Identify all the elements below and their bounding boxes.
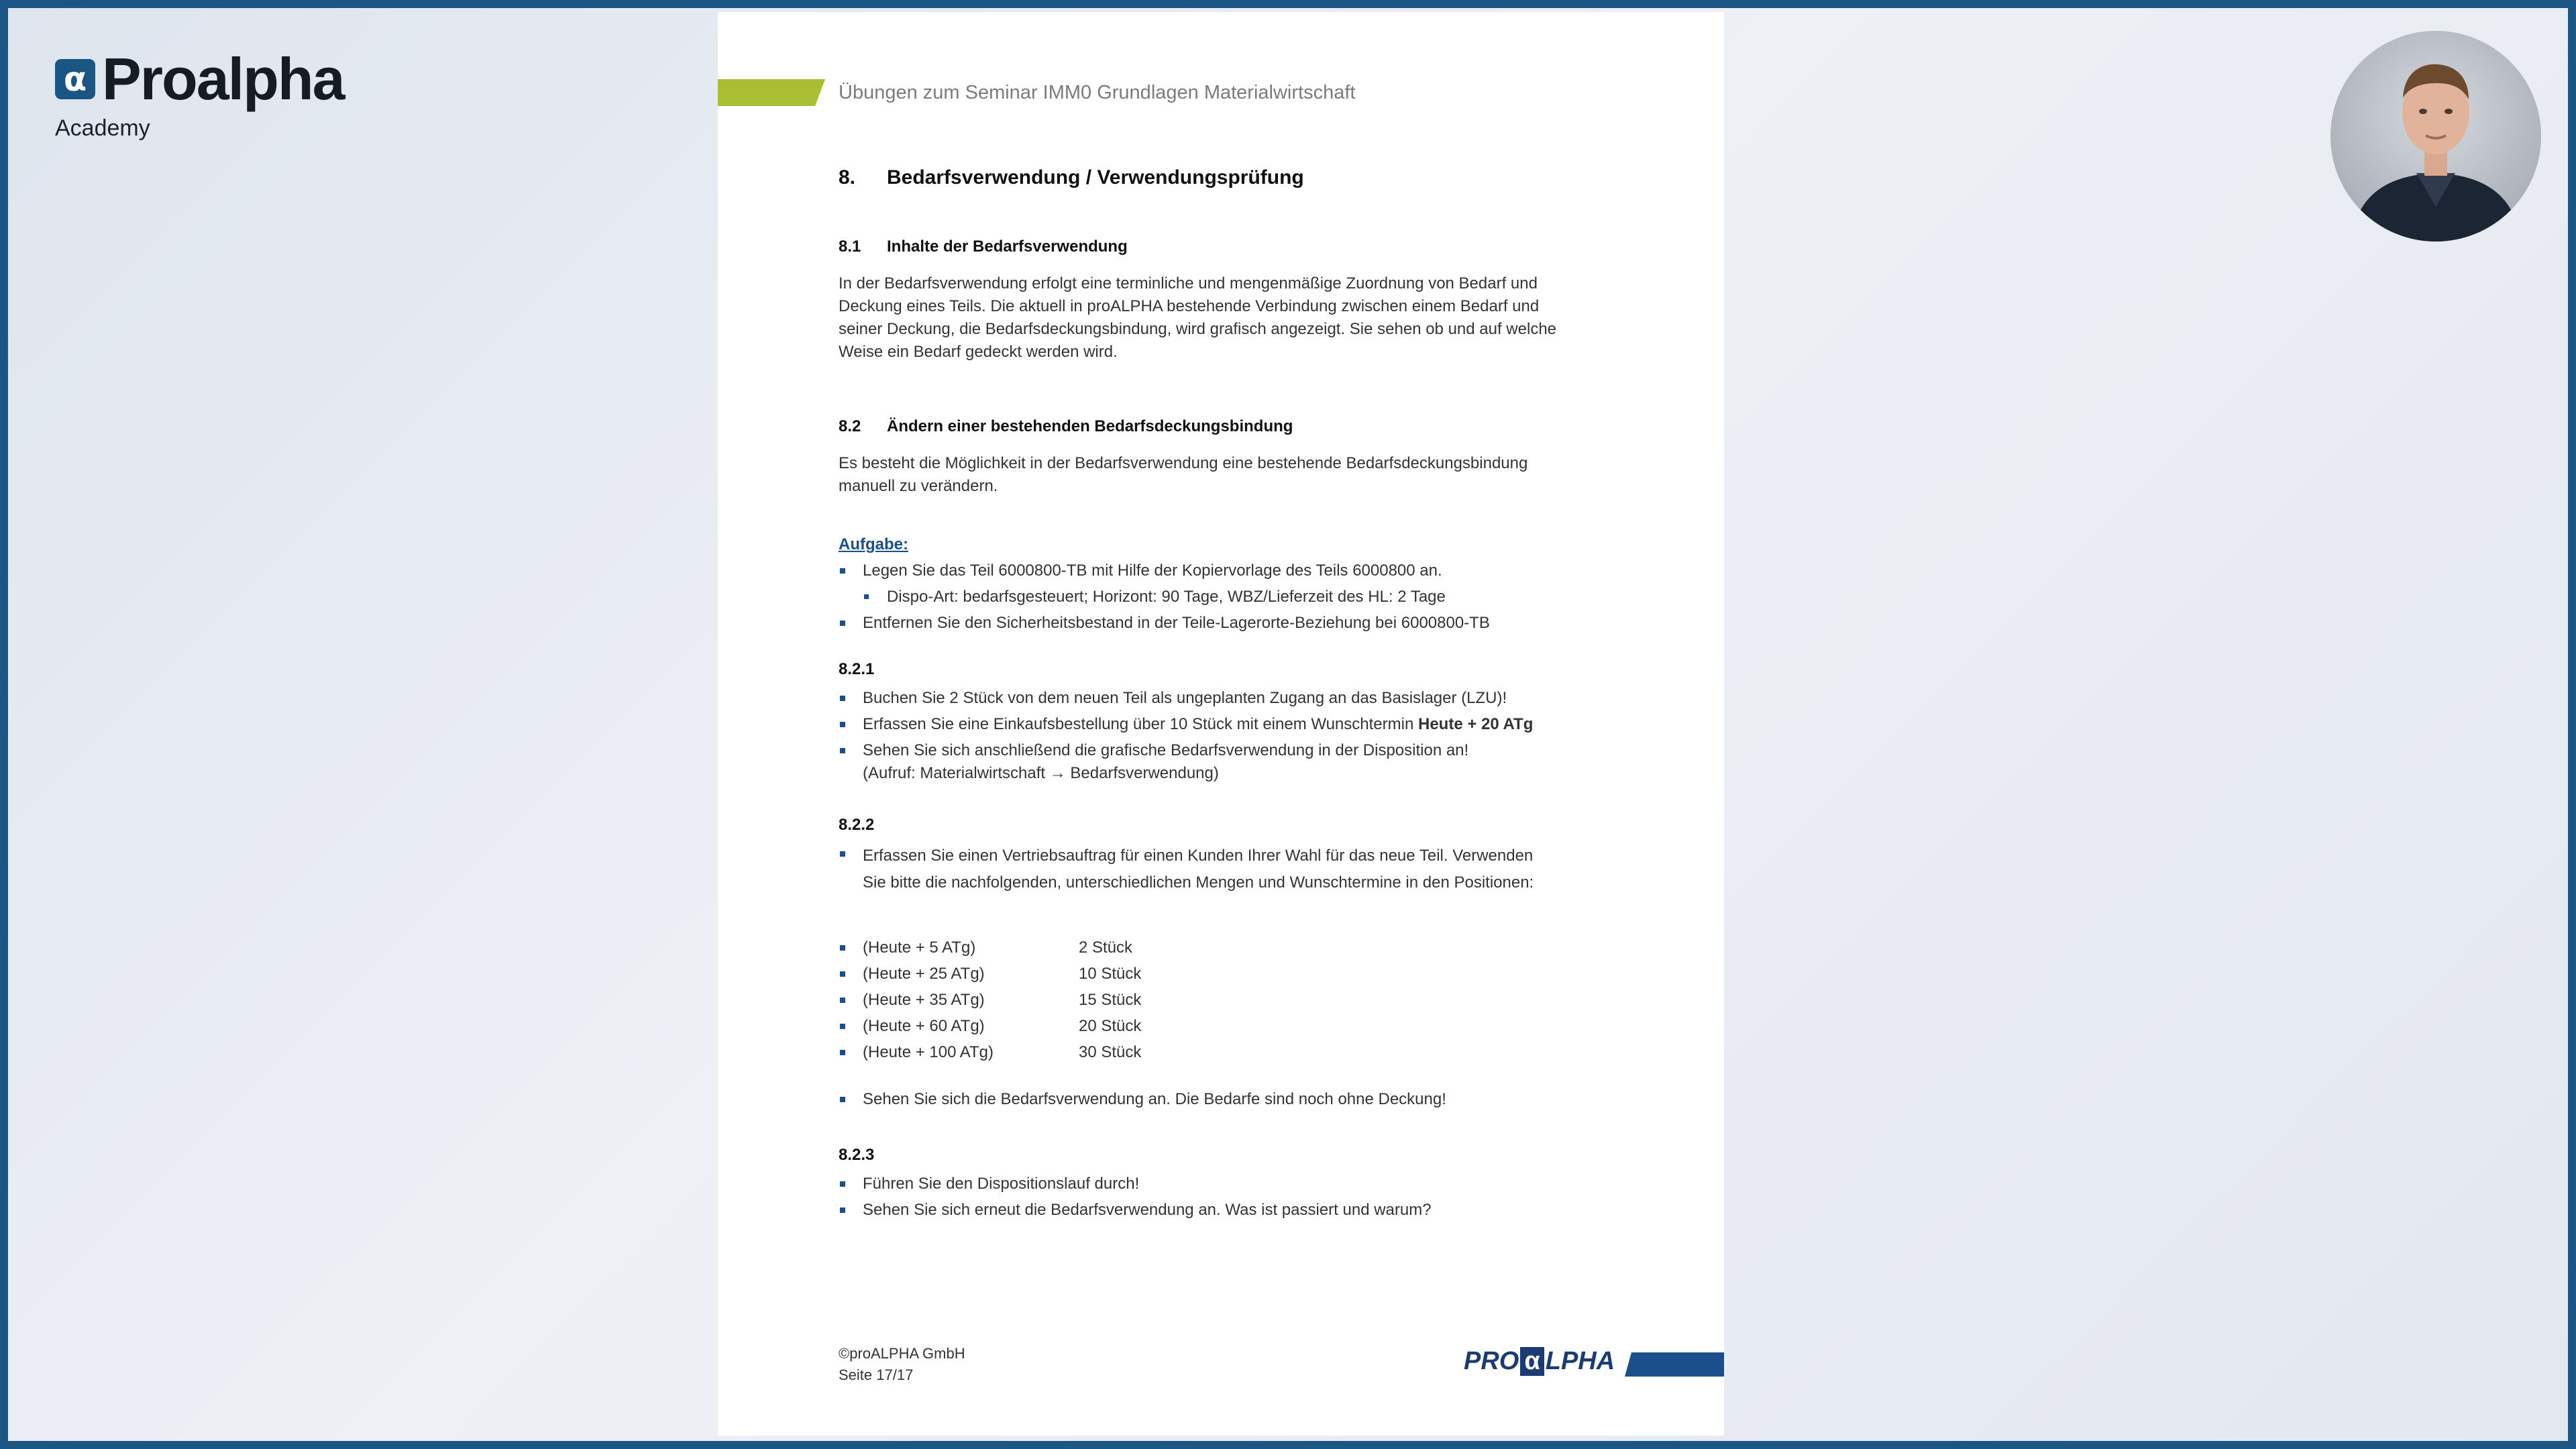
list-item: Sehen Sie sich erneut die Bedarfsverwendung an. Was ist passiert und warum?: [839, 1199, 1617, 1222]
position-qty: 2 Stück: [1079, 938, 1133, 957]
list-item-text: Erfassen Sie eine Einkaufsbestellung über 10 Stück mit einem Wunschtermin: [863, 715, 1418, 733]
paragraph-8-2: [839, 452, 1617, 498]
text-line: Deckung eines Teils. Die aktuell in proALPHA bestehende Verbindung zwischen einem Bedarf und: [839, 297, 1540, 315]
task-8-2-3: [839, 1146, 1617, 1222]
list-item-emphasis: Heute + 20 ATg: [1417, 715, 1534, 733]
list-item: [839, 713, 1617, 736]
text-line: Es besteht die Möglichkeit in der Bedarfsverwendung eine bestehende Bedarfsdeckungsbindung: [839, 454, 1528, 472]
document-header-title: Übungen zum Seminar IMM0 Grundlagen Materialwirtschaft: [839, 82, 1356, 103]
section-number: 8.: [839, 166, 856, 189]
position-date: (Heute + 35 ATg): [863, 991, 985, 1009]
brand-subtitle: Academy: [55, 115, 150, 141]
footer-accent-bar: [1625, 1352, 1724, 1377]
text-line: Weise ein Bedarf gedeckt werden wird.: [839, 343, 1118, 361]
text-line: In der Bedarfsverwendung erfolgt eine terminliche und mengenmäßige Zuordnung von Bedarf und: [839, 274, 1538, 292]
menu-path-note: (Aufruf: Materialwirtschaft → Bedarfsverwendung): [863, 764, 1219, 782]
task-list: [839, 843, 1617, 896]
document-content: [839, 166, 1617, 1225]
proalpha-footer-logo: [1464, 1347, 1615, 1376]
task-heading: 8.2.1: [839, 660, 875, 678]
copyright: ©proALPHA GmbH: [839, 1345, 965, 1362]
document-page: [718, 12, 1724, 1436]
task-block: [839, 535, 1617, 635]
task-label: Aufgabe:: [839, 535, 908, 553]
list-item: Führen Sie den Dispositionslauf durch!: [839, 1173, 1617, 1195]
section-title: Bedarfsverwendung / Verwendungsprüfung: [887, 166, 1304, 189]
proalpha-academy-logo: [55, 46, 344, 142]
task-8-2-1: [839, 660, 1617, 785]
document-footer: [839, 1343, 965, 1386]
position-row: [839, 989, 1617, 1012]
presenter-webcam: [2330, 31, 2541, 241]
alpha-logo-icon: α: [55, 59, 95, 99]
positions-list: [839, 936, 1617, 1064]
list-item-nested: Dispo-Art: bedarfsgesteuert; Horizont: 90 Tage, WBZ/Lieferzeit des HL: 2 Tage: [839, 586, 1617, 608]
position-row: [839, 963, 1617, 985]
text-line: Erfassen Sie einen Vertriebsauftrag für einen Kunden Ihrer Wahl für das neue Teil. Verwenden: [863, 847, 1534, 865]
subsection-title: Inhalte der Bedarfsverwendung: [887, 237, 1128, 256]
list-item: [839, 843, 1617, 896]
position-date: (Heute + 60 ATg): [863, 1017, 985, 1035]
presenter-avatar-icon: [2330, 31, 2541, 241]
position-row: [839, 1041, 1617, 1064]
subsection-number: 8.2: [839, 417, 861, 435]
position-qty: 15 Stück: [1079, 991, 1142, 1009]
logo-text: PRO: [1464, 1347, 1519, 1375]
alpha-icon: α: [1520, 1347, 1544, 1376]
paragraph-8-1: [839, 272, 1617, 364]
task-heading: 8.2.3: [839, 1146, 875, 1164]
subsection-number: 8.1: [839, 237, 861, 256]
list-item: Sehen Sie sich die Bedarfsverwendung an. Die Bedarfe sind noch ohne Deckung!: [839, 1088, 1617, 1111]
position-row: [839, 1015, 1617, 1038]
position-qty: 20 Stück: [1079, 1017, 1142, 1035]
task-list: [839, 559, 1617, 635]
position-date: (Heute + 100 ATg): [863, 1043, 994, 1061]
position-qty: 30 Stück: [1079, 1043, 1142, 1061]
subsection-8-2-heading: [839, 417, 1617, 436]
page-number: Seite 17/17: [839, 1366, 914, 1383]
logo-text: LPHA: [1545, 1347, 1615, 1375]
presentation-background: [8, 8, 2568, 1441]
subsection-title: Ändern einer bestehenden Bedarfsdeckungsbindung: [887, 417, 1293, 435]
text-line: manuell zu verändern.: [839, 477, 998, 495]
position-date: (Heute + 5 ATg): [863, 938, 976, 957]
text-line: seiner Deckung, die Bedarfsdeckungsbindung, wird grafisch angezeigt. Sie sehen ob und auf welche: [839, 320, 1557, 338]
task-list: [839, 1173, 1617, 1222]
task-list: [839, 1088, 1617, 1111]
position-qty: 10 Stück: [1079, 965, 1142, 983]
list-item: Buchen Sie 2 Stück von dem neuen Teil als ungeplanten Zugang an das Basislager (LZU)!: [839, 687, 1617, 710]
list-item: Legen Sie das Teil 6000800-TB mit Hilfe der Kopiervorlage des Teils 6000800 an.: [839, 559, 1617, 582]
position-date: (Heute + 25 ATg): [863, 965, 985, 983]
list-item: Sehen Sie sich anschließend die grafische Bedarfsverwendung in der Disposition an!: [839, 739, 1617, 762]
list-item: Entfernen Sie den Sicherheitsbestand in der Teile-Lagerorte-Beziehung bei 6000800-TB: [839, 612, 1617, 635]
brand-name: Proalpha: [102, 46, 344, 112]
subsection-8-1-heading: [839, 237, 1617, 256]
section-heading: [839, 166, 1617, 189]
task-list: [839, 687, 1617, 762]
task-heading: 8.2.2: [839, 816, 875, 834]
position-row: [839, 936, 1617, 959]
header-accent-bar: [718, 79, 825, 106]
text-line: Sie bitte die nachfolgenden, unterschiedlichen Mengen und Wunschtermine in den Positionen:: [863, 873, 1534, 892]
task-8-2-2: [839, 816, 1617, 1111]
